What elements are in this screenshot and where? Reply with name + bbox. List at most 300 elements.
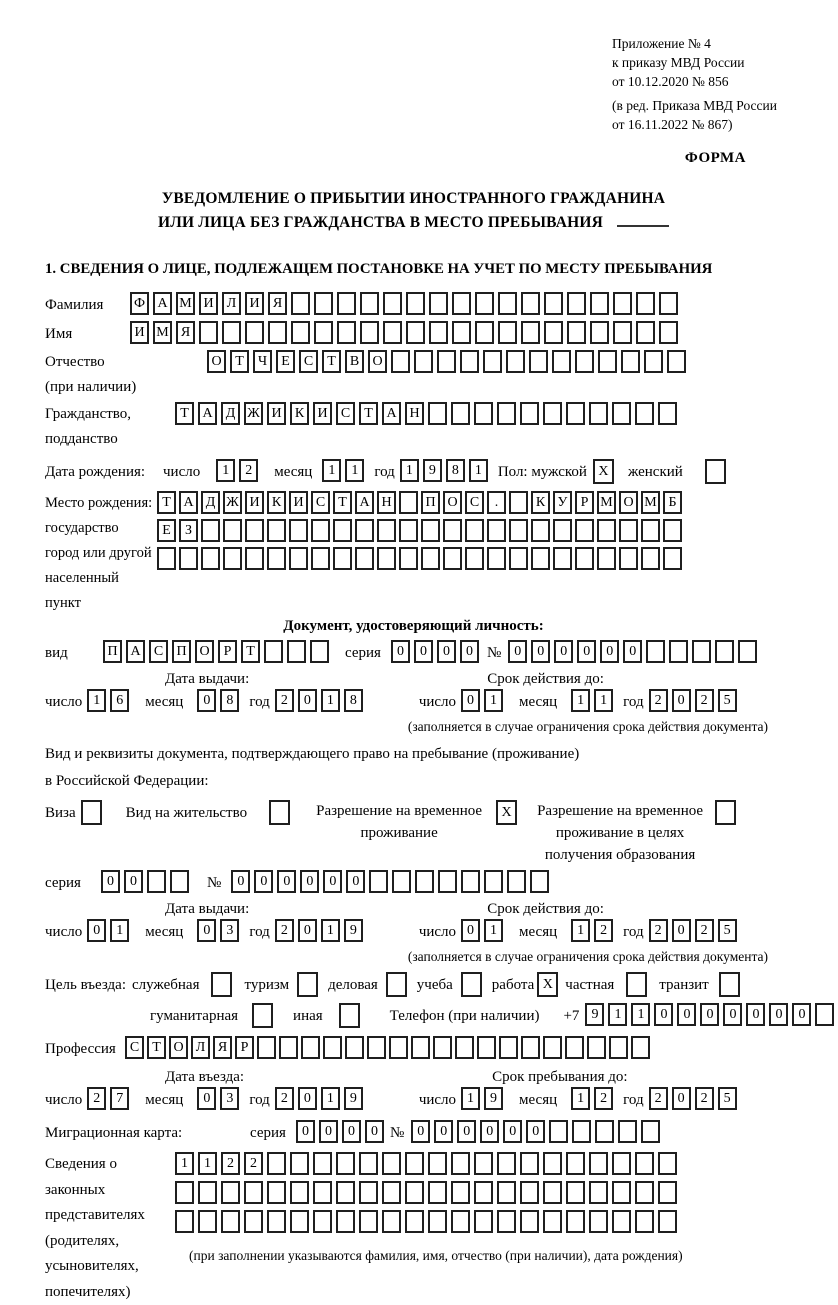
id-number-cell[interactable]: 0: [577, 640, 596, 663]
phone-cell[interactable]: [815, 1003, 834, 1026]
given-name-cell[interactable]: [659, 321, 678, 344]
birthplace-cell[interactable]: А: [179, 491, 198, 514]
citizenship-cell[interactable]: [612, 402, 631, 425]
birthplace-cell[interactable]: С: [311, 491, 330, 514]
patronymic-cell[interactable]: О: [368, 350, 387, 373]
permit-issue-month-cell[interactable]: 3: [220, 919, 239, 942]
profession-cell[interactable]: С: [125, 1036, 144, 1059]
representatives-cell[interactable]: [474, 1152, 493, 1175]
migration-number-cell[interactable]: [572, 1120, 591, 1143]
surname-cell[interactable]: [613, 292, 632, 315]
birthplace-cell[interactable]: [333, 519, 352, 542]
birthplace-cell[interactable]: А: [355, 491, 374, 514]
phone-cell[interactable]: 0: [654, 1003, 673, 1026]
profession-cell[interactable]: Р: [235, 1036, 254, 1059]
surname-cell[interactable]: А: [153, 292, 172, 315]
birthplace-cell[interactable]: [267, 547, 286, 570]
migration-number-cell[interactable]: [595, 1120, 614, 1143]
citizenship-cell[interactable]: [658, 402, 677, 425]
id-series-cell[interactable]: 0: [414, 640, 433, 663]
birth-year-cell[interactable]: 1: [469, 459, 488, 482]
representatives-cell[interactable]: [520, 1181, 539, 1204]
birthplace-cell[interactable]: [487, 519, 506, 542]
representatives-cell[interactable]: [382, 1181, 401, 1204]
citizenship-cell[interactable]: [497, 402, 516, 425]
temp-permit-edu-checkbox[interactable]: [715, 800, 736, 825]
citizenship-cell[interactable]: [543, 402, 562, 425]
representatives-cell[interactable]: [543, 1181, 562, 1204]
surname-cell[interactable]: Я: [268, 292, 287, 315]
doc-type-cell[interactable]: Р: [218, 640, 237, 663]
surname-cell[interactable]: [659, 292, 678, 315]
birthplace-cell[interactable]: Т: [333, 491, 352, 514]
entry-year-cell[interactable]: 9: [344, 1087, 363, 1110]
stay-year-cell[interactable]: 5: [718, 1087, 737, 1110]
citizenship-cell[interactable]: А: [382, 402, 401, 425]
profession-cell[interactable]: [345, 1036, 364, 1059]
migration-number-cell[interactable]: 0: [503, 1120, 522, 1143]
representatives-cell[interactable]: [543, 1210, 562, 1233]
phone-cell[interactable]: 0: [792, 1003, 811, 1026]
purpose-work-checkbox[interactable]: X: [537, 972, 558, 997]
permit-issue-year-cell[interactable]: 2: [275, 919, 294, 942]
profession-cell[interactable]: [543, 1036, 562, 1059]
doc-type-cell[interactable]: А: [126, 640, 145, 663]
citizenship-cell[interactable]: [520, 402, 539, 425]
migration-number-cell[interactable]: [641, 1120, 660, 1143]
purpose-business-checkbox[interactable]: [386, 972, 407, 997]
permit-expiry-day-cell[interactable]: 0: [461, 919, 480, 942]
id-expiry-day-cell[interactable]: 0: [461, 689, 480, 712]
representatives-cell[interactable]: [244, 1181, 263, 1204]
surname-cell[interactable]: [337, 292, 356, 315]
given-name-cell[interactable]: Я: [176, 321, 195, 344]
representatives-cell[interactable]: [566, 1181, 585, 1204]
citizenship-cell[interactable]: С: [336, 402, 355, 425]
given-name-cell[interactable]: [498, 321, 517, 344]
id-number-cell[interactable]: 0: [531, 640, 550, 663]
surname-cell[interactable]: [636, 292, 655, 315]
entry-year-cell[interactable]: 1: [321, 1087, 340, 1110]
citizenship-cell[interactable]: [428, 402, 447, 425]
representatives-cell[interactable]: [336, 1152, 355, 1175]
birthplace-cell[interactable]: [311, 519, 330, 542]
birthplace-cell[interactable]: [531, 519, 550, 542]
permit-issue-day-cell[interactable]: 0: [87, 919, 106, 942]
birthplace-cell[interactable]: [553, 519, 572, 542]
migration-number-cell[interactable]: [618, 1120, 637, 1143]
representatives-cell[interactable]: [290, 1210, 309, 1233]
representatives-cell[interactable]: [428, 1152, 447, 1175]
permit-number-cell[interactable]: 0: [231, 870, 250, 893]
representatives-cell[interactable]: [658, 1210, 677, 1233]
permit-number-cell[interactable]: [392, 870, 411, 893]
representatives-cell[interactable]: [267, 1152, 286, 1175]
profession-cell[interactable]: [389, 1036, 408, 1059]
birthplace-cell[interactable]: [157, 547, 176, 570]
citizenship-cell[interactable]: Д: [221, 402, 240, 425]
representatives-cell[interactable]: [428, 1181, 447, 1204]
permit-number-cell[interactable]: 0: [277, 870, 296, 893]
birthplace-cell[interactable]: [663, 547, 682, 570]
given-name-cell[interactable]: [521, 321, 540, 344]
profession-cell[interactable]: [565, 1036, 584, 1059]
representatives-cell[interactable]: [658, 1152, 677, 1175]
purpose-other-checkbox[interactable]: [339, 1003, 360, 1028]
citizenship-cell[interactable]: [451, 402, 470, 425]
stay-month-cell[interactable]: 2: [594, 1087, 613, 1110]
profession-cell[interactable]: [499, 1036, 518, 1059]
surname-cell[interactable]: [567, 292, 586, 315]
representatives-cell[interactable]: [244, 1210, 263, 1233]
birthplace-cell[interactable]: [509, 547, 528, 570]
patronymic-cell[interactable]: Т: [230, 350, 249, 373]
birthplace-cell[interactable]: [619, 519, 638, 542]
id-expiry-day-cell[interactable]: 1: [484, 689, 503, 712]
sex-male-checkbox[interactable]: X: [593, 459, 614, 484]
stay-year-cell[interactable]: 2: [695, 1087, 714, 1110]
given-name-cell[interactable]: [222, 321, 241, 344]
birthplace-cell[interactable]: [223, 547, 242, 570]
given-name-cell[interactable]: [429, 321, 448, 344]
representatives-cell[interactable]: [474, 1181, 493, 1204]
profession-cell[interactable]: Т: [147, 1036, 166, 1059]
given-name-cell[interactable]: [314, 321, 333, 344]
patronymic-cell[interactable]: [483, 350, 502, 373]
representatives-cell[interactable]: [451, 1210, 470, 1233]
birth-month-cell[interactable]: 1: [345, 459, 364, 482]
profession-cell[interactable]: Я: [213, 1036, 232, 1059]
migration-series-cell[interactable]: 0: [342, 1120, 361, 1143]
patronymic-cell[interactable]: С: [299, 350, 318, 373]
given-name-cell[interactable]: [475, 321, 494, 344]
patronymic-cell[interactable]: [529, 350, 548, 373]
purpose-transit-checkbox[interactable]: [719, 972, 740, 997]
doc-type-cell[interactable]: П: [103, 640, 122, 663]
birthplace-cell[interactable]: [333, 547, 352, 570]
birth-year-cell[interactable]: 9: [423, 459, 442, 482]
patronymic-cell[interactable]: О: [207, 350, 226, 373]
entry-month-cell[interactable]: 3: [220, 1087, 239, 1110]
citizenship-cell[interactable]: Ж: [244, 402, 263, 425]
representatives-cell[interactable]: [543, 1152, 562, 1175]
id-expiry-month-cell[interactable]: 1: [571, 689, 590, 712]
id-number-cell[interactable]: [646, 640, 665, 663]
entry-year-cell[interactable]: 0: [298, 1087, 317, 1110]
birthplace-cell[interactable]: У: [553, 491, 572, 514]
patronymic-cell[interactable]: [391, 350, 410, 373]
birthplace-cell[interactable]: [399, 547, 418, 570]
permit-expiry-year-cell[interactable]: 2: [695, 919, 714, 942]
stay-month-cell[interactable]: 1: [571, 1087, 590, 1110]
birthplace-cell[interactable]: И: [289, 491, 308, 514]
representatives-cell[interactable]: [221, 1181, 240, 1204]
permit-expiry-year-cell[interactable]: 2: [649, 919, 668, 942]
surname-cell[interactable]: [475, 292, 494, 315]
permit-series-cell[interactable]: 0: [124, 870, 143, 893]
birthplace-cell[interactable]: Н: [377, 491, 396, 514]
profession-cell[interactable]: [631, 1036, 650, 1059]
phone-cell[interactable]: 0: [677, 1003, 696, 1026]
birthplace-cell[interactable]: [531, 547, 550, 570]
representatives-cell[interactable]: [198, 1181, 217, 1204]
residence-permit-checkbox[interactable]: [269, 800, 290, 825]
permit-issue-day-cell[interactable]: 1: [110, 919, 129, 942]
phone-cell[interactable]: 0: [700, 1003, 719, 1026]
profession-cell[interactable]: [477, 1036, 496, 1059]
birthplace-cell[interactable]: [619, 547, 638, 570]
permit-issue-year-cell[interactable]: 9: [344, 919, 363, 942]
given-name-cell[interactable]: [590, 321, 609, 344]
birthplace-cell[interactable]: [487, 547, 506, 570]
representatives-cell[interactable]: [612, 1181, 631, 1204]
birthplace-cell[interactable]: О: [619, 491, 638, 514]
id-number-cell[interactable]: [669, 640, 688, 663]
birthplace-cell[interactable]: М: [597, 491, 616, 514]
representatives-cell[interactable]: [405, 1152, 424, 1175]
given-name-cell[interactable]: [452, 321, 471, 344]
birth-year-cell[interactable]: 8: [446, 459, 465, 482]
migration-series-cell[interactable]: 0: [296, 1120, 315, 1143]
id-number-cell[interactable]: 0: [600, 640, 619, 663]
permit-number-cell[interactable]: 0: [254, 870, 273, 893]
id-number-cell[interactable]: [692, 640, 711, 663]
id-issue-day-cell[interactable]: 6: [110, 689, 129, 712]
representatives-cell[interactable]: 1: [175, 1152, 194, 1175]
patronymic-cell[interactable]: Е: [276, 350, 295, 373]
birthplace-cell[interactable]: [179, 547, 198, 570]
doc-type-cell[interactable]: [264, 640, 283, 663]
citizenship-cell[interactable]: Н: [405, 402, 424, 425]
doc-type-cell[interactable]: [310, 640, 329, 663]
id-issue-month-cell[interactable]: 0: [197, 689, 216, 712]
stay-year-cell[interactable]: 2: [649, 1087, 668, 1110]
birthplace-cell[interactable]: З: [179, 519, 198, 542]
patronymic-cell[interactable]: Т: [322, 350, 341, 373]
stay-year-cell[interactable]: 0: [672, 1087, 691, 1110]
representatives-cell[interactable]: [290, 1152, 309, 1175]
birthplace-cell[interactable]: С: [465, 491, 484, 514]
birthplace-cell[interactable]: [465, 519, 484, 542]
birthplace-cell[interactable]: [289, 519, 308, 542]
birthplace-cell[interactable]: [443, 519, 462, 542]
representatives-cell[interactable]: [313, 1181, 332, 1204]
given-name-cell[interactable]: [360, 321, 379, 344]
birthplace-cell[interactable]: [509, 491, 528, 514]
citizenship-cell[interactable]: И: [313, 402, 332, 425]
entry-month-cell[interactable]: 0: [197, 1087, 216, 1110]
id-expiry-year-cell[interactable]: 2: [695, 689, 714, 712]
representatives-cell[interactable]: [566, 1152, 585, 1175]
representatives-cell[interactable]: [175, 1181, 194, 1204]
birthplace-cell[interactable]: [267, 519, 286, 542]
patronymic-cell[interactable]: [598, 350, 617, 373]
given-name-cell[interactable]: [613, 321, 632, 344]
birthplace-cell[interactable]: [465, 547, 484, 570]
id-series-cell[interactable]: 0: [460, 640, 479, 663]
id-number-cell[interactable]: 0: [623, 640, 642, 663]
profession-cell[interactable]: [455, 1036, 474, 1059]
entry-day-cell[interactable]: 7: [110, 1087, 129, 1110]
profession-cell[interactable]: Л: [191, 1036, 210, 1059]
birthplace-cell[interactable]: Ж: [223, 491, 242, 514]
representatives-cell[interactable]: [382, 1210, 401, 1233]
birthplace-cell[interactable]: [509, 519, 528, 542]
migration-series-cell[interactable]: 0: [365, 1120, 384, 1143]
surname-cell[interactable]: [314, 292, 333, 315]
profession-cell[interactable]: [279, 1036, 298, 1059]
birthplace-cell[interactable]: Т: [157, 491, 176, 514]
permit-series-cell[interactable]: 0: [101, 870, 120, 893]
permit-number-cell[interactable]: 0: [323, 870, 342, 893]
surname-cell[interactable]: [406, 292, 425, 315]
given-name-cell[interactable]: [383, 321, 402, 344]
stay-day-cell[interactable]: 9: [484, 1087, 503, 1110]
birthplace-cell[interactable]: И: [245, 491, 264, 514]
permit-number-cell[interactable]: [507, 870, 526, 893]
migration-series-cell[interactable]: 0: [319, 1120, 338, 1143]
phone-cell[interactable]: 1: [631, 1003, 650, 1026]
id-series-cell[interactable]: 0: [391, 640, 410, 663]
birthplace-cell[interactable]: [245, 519, 264, 542]
surname-cell[interactable]: М: [176, 292, 195, 315]
birthplace-cell[interactable]: [597, 547, 616, 570]
patronymic-cell[interactable]: В: [345, 350, 364, 373]
representatives-cell[interactable]: [175, 1210, 194, 1233]
profession-cell[interactable]: [609, 1036, 628, 1059]
patronymic-cell[interactable]: [552, 350, 571, 373]
surname-cell[interactable]: И: [245, 292, 264, 315]
patronymic-cell[interactable]: [460, 350, 479, 373]
birthplace-cell[interactable]: [223, 519, 242, 542]
doc-type-cell[interactable]: Т: [241, 640, 260, 663]
representatives-cell[interactable]: [451, 1152, 470, 1175]
representatives-cell[interactable]: [451, 1181, 470, 1204]
phone-cell[interactable]: 0: [746, 1003, 765, 1026]
representatives-cell[interactable]: [520, 1152, 539, 1175]
given-name-cell[interactable]: [199, 321, 218, 344]
permit-number-cell[interactable]: 0: [300, 870, 319, 893]
birthplace-cell[interactable]: [399, 491, 418, 514]
patronymic-cell[interactable]: [575, 350, 594, 373]
representatives-cell[interactable]: [405, 1181, 424, 1204]
representatives-cell[interactable]: [635, 1210, 654, 1233]
permit-number-cell[interactable]: [369, 870, 388, 893]
citizenship-cell[interactable]: Т: [175, 402, 194, 425]
migration-number-cell[interactable]: 0: [457, 1120, 476, 1143]
surname-cell[interactable]: Л: [222, 292, 241, 315]
surname-cell[interactable]: [291, 292, 310, 315]
given-name-cell[interactable]: [636, 321, 655, 344]
surname-cell[interactable]: И: [199, 292, 218, 315]
surname-cell[interactable]: [383, 292, 402, 315]
representatives-cell[interactable]: [336, 1181, 355, 1204]
birthplace-cell[interactable]: [597, 519, 616, 542]
birthplace-cell[interactable]: [421, 519, 440, 542]
purpose-official-checkbox[interactable]: [211, 972, 232, 997]
representatives-cell[interactable]: [198, 1210, 217, 1233]
surname-cell[interactable]: [521, 292, 540, 315]
migration-number-cell[interactable]: 0: [526, 1120, 545, 1143]
birthplace-cell[interactable]: [641, 519, 660, 542]
representatives-cell[interactable]: [359, 1210, 378, 1233]
birthplace-cell[interactable]: М: [641, 491, 660, 514]
given-name-cell[interactable]: [406, 321, 425, 344]
birthplace-cell[interactable]: К: [531, 491, 550, 514]
birthplace-cell[interactable]: [399, 519, 418, 542]
citizenship-cell[interactable]: И: [267, 402, 286, 425]
birthplace-cell[interactable]: [245, 547, 264, 570]
surname-cell[interactable]: [429, 292, 448, 315]
sex-female-checkbox[interactable]: [705, 459, 726, 484]
birthplace-cell[interactable]: [201, 547, 220, 570]
phone-cell[interactable]: 0: [723, 1003, 742, 1026]
birthplace-cell[interactable]: П: [421, 491, 440, 514]
surname-cell[interactable]: [544, 292, 563, 315]
surname-cell[interactable]: [360, 292, 379, 315]
doc-type-cell[interactable]: О: [195, 640, 214, 663]
representatives-cell[interactable]: [290, 1181, 309, 1204]
citizenship-cell[interactable]: К: [290, 402, 309, 425]
profession-cell[interactable]: [301, 1036, 320, 1059]
birth-day-cell[interactable]: 1: [216, 459, 235, 482]
permit-expiry-month-cell[interactable]: 2: [594, 919, 613, 942]
phone-cell[interactable]: 9: [585, 1003, 604, 1026]
id-expiry-year-cell[interactable]: 2: [649, 689, 668, 712]
permit-expiry-year-cell[interactable]: 5: [718, 919, 737, 942]
doc-type-cell[interactable]: П: [172, 640, 191, 663]
representatives-cell[interactable]: [589, 1210, 608, 1233]
citizenship-cell[interactable]: [474, 402, 493, 425]
representatives-cell[interactable]: [589, 1181, 608, 1204]
surname-cell[interactable]: [498, 292, 517, 315]
purpose-tourism-checkbox[interactable]: [297, 972, 318, 997]
id-issue-year-cell[interactable]: 8: [344, 689, 363, 712]
representatives-cell[interactable]: [267, 1210, 286, 1233]
patronymic-cell[interactable]: Ч: [253, 350, 272, 373]
patronymic-cell[interactable]: [414, 350, 433, 373]
birthplace-cell[interactable]: [377, 547, 396, 570]
representatives-cell[interactable]: [382, 1152, 401, 1175]
migration-number-cell[interactable]: 0: [480, 1120, 499, 1143]
birthplace-cell[interactable]: .: [487, 491, 506, 514]
birthplace-cell[interactable]: [443, 547, 462, 570]
id-expiry-year-cell[interactable]: 5: [718, 689, 737, 712]
representatives-cell[interactable]: [520, 1210, 539, 1233]
patronymic-cell[interactable]: [667, 350, 686, 373]
birthplace-cell[interactable]: [641, 547, 660, 570]
id-expiry-year-cell[interactable]: 0: [672, 689, 691, 712]
permit-issue-year-cell[interactable]: 0: [298, 919, 317, 942]
representatives-cell[interactable]: [658, 1181, 677, 1204]
permit-series-cell[interactable]: [170, 870, 189, 893]
permit-expiry-year-cell[interactable]: 0: [672, 919, 691, 942]
representatives-cell[interactable]: [359, 1181, 378, 1204]
id-issue-year-cell[interactable]: 0: [298, 689, 317, 712]
representatives-cell[interactable]: [267, 1181, 286, 1204]
given-name-cell[interactable]: И: [130, 321, 149, 344]
entry-day-cell[interactable]: 2: [87, 1087, 106, 1110]
id-issue-month-cell[interactable]: 8: [220, 689, 239, 712]
citizenship-cell[interactable]: [566, 402, 585, 425]
birthplace-cell[interactable]: [663, 519, 682, 542]
birthplace-cell[interactable]: [289, 547, 308, 570]
representatives-cell[interactable]: [497, 1210, 516, 1233]
representatives-cell[interactable]: 1: [198, 1152, 217, 1175]
purpose-humanitarian-checkbox[interactable]: [252, 1003, 273, 1028]
doc-type-cell[interactable]: [287, 640, 306, 663]
birth-day-cell[interactable]: 2: [239, 459, 258, 482]
